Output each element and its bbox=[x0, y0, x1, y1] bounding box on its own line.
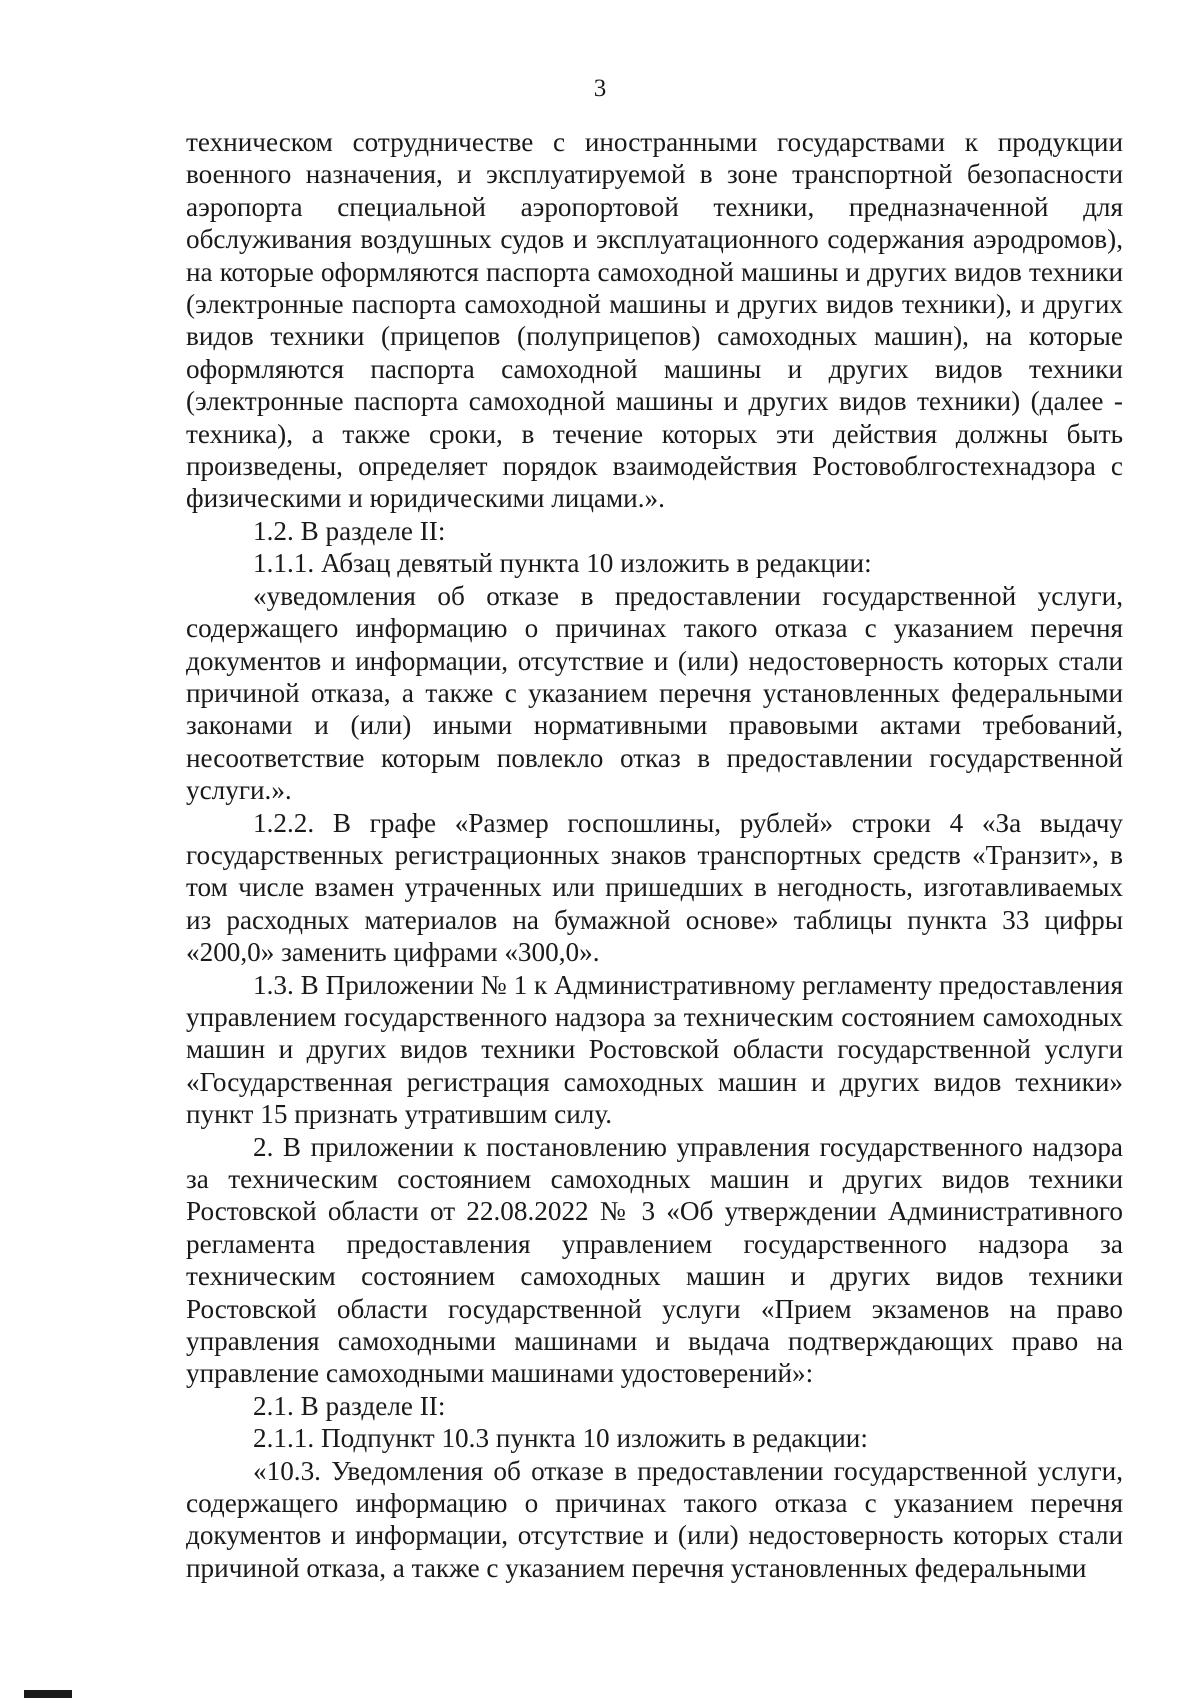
document-body bbox=[186, 126, 1123, 1584]
paragraph-item: 1.1.1. Абзац девятый пункта 10 изложить в редакции: bbox=[253, 548, 872, 579]
page-number: 3 bbox=[593, 75, 607, 102]
paragraph-quote: «уведомления об отказе в предоставлении государственной услуги, содержащего информацию о причинах такого отказа с указанием перечня документов и информации, отсутствие и (или) недостоверность которых стали причиной отказа, а также с указанием перечня установленных федеральными законами и (или) иными нормативными правовыми актами требований, несоответствие которым повлекло отказ в предоставлении государственной услуги.». bbox=[186, 580, 1123, 806]
paragraph-item: 1.2.2. В графе «Размер госпошлины, рублей» строки 4 «За выдачу государственных регистрационных знаков транспортных средств «Транзит», в том числе взамен утраченных или пришедших в негодность, изготавливаемых из расходных материалов на бумажной основе» таблицы пункта 33 цифры «200,0» заменить цифрами «300,0». bbox=[186, 807, 1123, 968]
paragraph-item: 2.1.1. Подпункт 10.3 пункта 10 изложить в редакции: bbox=[253, 1423, 868, 1454]
scan-edge-mark bbox=[24, 1690, 72, 1698]
paragraph-section-heading: 2.1. В разделе II: bbox=[253, 1390, 446, 1421]
paragraph-quote: «10.3. Уведомления об отказе в предоставлении государственной услуги, содержащего информацию о причинах такого отказа с указанием перечня документов и информации, отсутствие и (или) недостоверность которых стали причиной отказа, а также с указанием перечня установленных федеральными bbox=[186, 1455, 1123, 1583]
paragraph-item: 2. В приложении к постановлению управления государственного надзора за техническим состоянием самоходных машин и других видов техники Ростовской области от 22.08.2022 № 3 «Об утверждении Административного регламента предоставления управлением государственного надзора за техническим состоянием самоходных машин и других видов техники Ростовской области государственной услуги «Прием экзаменов на право управления самоходными машинами и выдача подтверждающих право на управление самоходными машинами удостоверений»: bbox=[186, 1131, 1123, 1389]
paragraph-item: 1.3. В Приложении № 1 к Административному регламенту предоставления управлением государственного надзора за техническим состоянием самоходных машин и других видов техники Ростовской области государственной услуги «Государственная регистрация самоходных машин и других видов техники» пункт 15 признать утратившим силу. bbox=[186, 969, 1123, 1130]
paragraph-continuation: техническом сотрудничестве с иностранными государствами к продукции военного назначения, и эксплуатируемой в зоне транспортной безопасности аэропорта специальной аэропортовой техники, предназначенной для обслуживания воздушных судов и эксплуатационного содержания аэродромов), на которые оформляются паспорта самоходной машины и других видов техники (электронные паспорта самоходной машины и других видов техники), и других видов техники (прицепов (полуприцепов) самоходных машин), на которые оформляются паспорта самоходной машины и других видов техники (электронные паспорта самоходной машины и других видов техники) (далее - техника), а также сроки, в течение которых эти действия должны быть произведены, определяет порядок взаимодействия Ростовоблгостехнадзора с физическими и юридическими лицами.». bbox=[186, 127, 1123, 514]
paragraph-section-heading: 1.2. В разделе II: bbox=[253, 515, 446, 546]
